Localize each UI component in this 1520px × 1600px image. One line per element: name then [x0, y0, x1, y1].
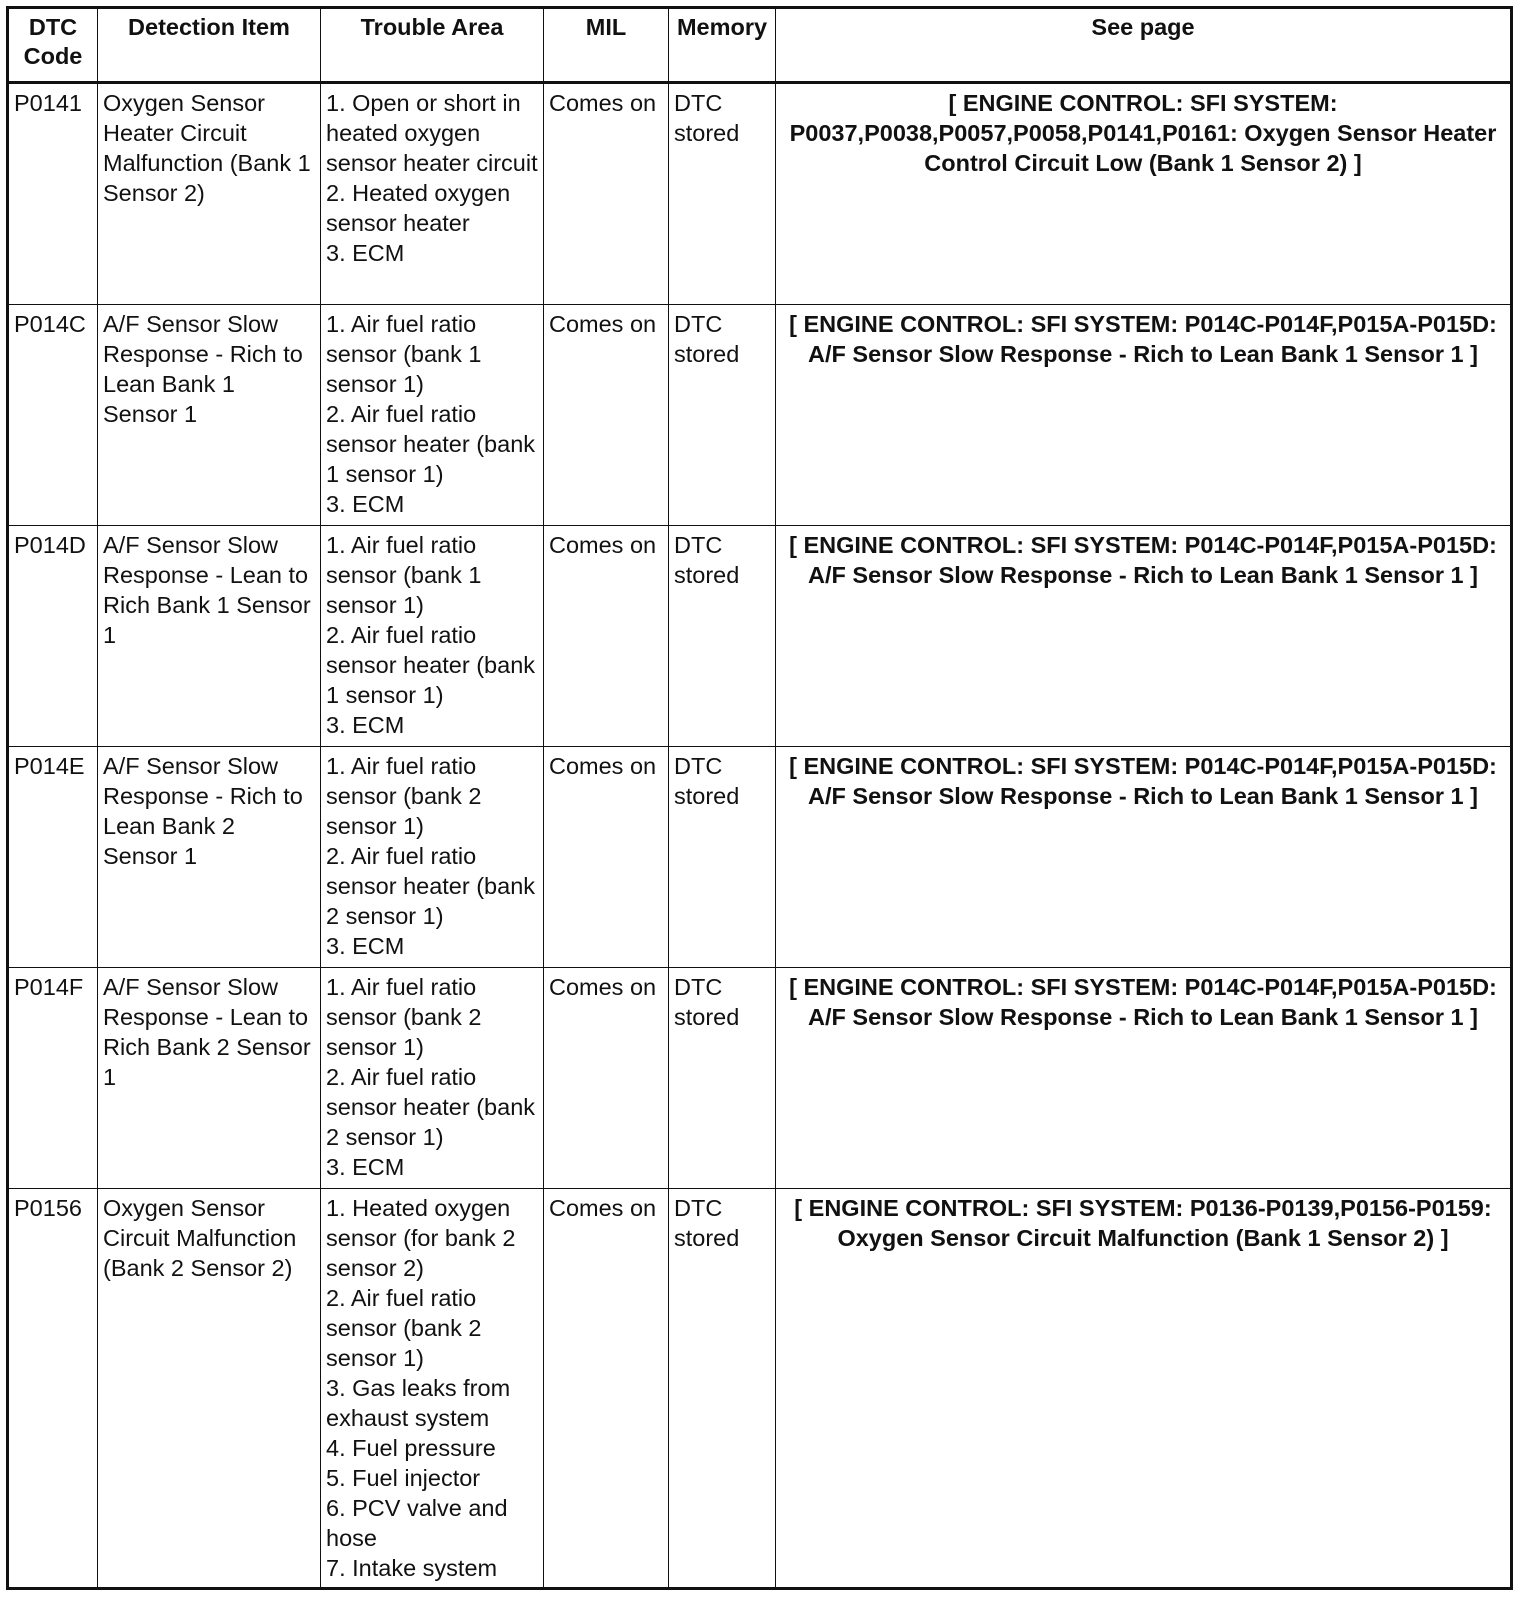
table-row: [8, 83, 1512, 305]
trouble-area-item: 2. Air fuel ratio sensor heater (bank 2 sensor 1): [326, 843, 536, 929]
header-detection-item: Detection Item: [98, 8, 321, 83]
detection-item-cell: A/F Sensor Slow Response - Lean to Rich Bank 2 Sensor 1: [98, 968, 321, 1189]
trouble-area-cell: [321, 83, 544, 305]
see-page-link: [ ENGINE CONTROL: SFI SYSTEM: P0037,P0038,P0057,P0058,P0141,P0161: Oxygen Sensor Heater Control Circuit Low (Bank 1 Sensor 2) ]: [776, 83, 1512, 305]
dtc-table: [6, 6, 1513, 1590]
detection-item-cell: A/F Sensor Slow Response - Rich to Lean Bank 2 Sensor 1: [98, 747, 321, 968]
memory-cell: DTC stored: [669, 747, 776, 968]
trouble-area-item: 1. Air fuel ratio sensor (bank 2 sensor 1): [326, 974, 482, 1060]
detection-item-cell: Oxygen Sensor Circuit Malfunction (Bank 2 Sensor 2): [98, 1189, 321, 1589]
mil-cell: Comes on: [544, 747, 669, 968]
dtc-code-cell: P014D: [8, 526, 98, 747]
trouble-area-cell: [321, 747, 544, 968]
dtc-code-cell: P0156: [8, 1189, 98, 1589]
dtc-code-cell: P014C: [8, 305, 98, 526]
trouble-area-item: 2. Air fuel ratio sensor heater (bank 1 sensor 1): [326, 622, 536, 708]
mil-cell: Comes on: [544, 968, 669, 1189]
trouble-area-item: 1. Air fuel ratio sensor (bank 1 sensor 1): [326, 532, 482, 618]
trouble-area-item: 1. Heated oxygen sensor (for bank 2 sensor 2): [326, 1195, 516, 1281]
header-dtc-code: DTC Code: [8, 8, 98, 83]
see-page-link: [ ENGINE CONTROL: SFI SYSTEM: P014C-P014F,P015A-P015D: A/F Sensor Slow Response - Rich to Lean Bank 1 Sensor 1 ]: [776, 526, 1512, 747]
trouble-area-item: 7. Intake system: [326, 1555, 498, 1581]
header-see-page: See page: [776, 8, 1512, 83]
trouble-area-cell: [321, 968, 544, 1189]
trouble-area-item: 2. Air fuel ratio sensor heater (bank 2 sensor 1): [326, 1064, 536, 1150]
see-page-link: [ ENGINE CONTROL: SFI SYSTEM: P014C-P014F,P015A-P015D: A/F Sensor Slow Response - Rich to Lean Bank 1 Sensor 1 ]: [776, 968, 1512, 1189]
mil-cell: Comes on: [544, 83, 669, 305]
see-page-link: [ ENGINE CONTROL: SFI SYSTEM: P0136-P0139,P0156-P0159: Oxygen Sensor Circuit Malfunction (Bank 1 Sensor 2) ]: [776, 1189, 1512, 1589]
trouble-area-item: 1. Air fuel ratio sensor (bank 2 sensor 1): [326, 753, 482, 839]
table-header-row: [8, 8, 1512, 83]
detection-item-cell: A/F Sensor Slow Response - Rich to Lean Bank 1 Sensor 1: [98, 305, 321, 526]
see-page-link: [ ENGINE CONTROL: SFI SYSTEM: P014C-P014F,P015A-P015D: A/F Sensor Slow Response - Rich to Lean Bank 1 Sensor 1 ]: [776, 747, 1512, 968]
trouble-area-cell: [321, 1189, 544, 1589]
trouble-area-item: 2. Air fuel ratio sensor heater (bank 1 sensor 1): [326, 401, 536, 487]
memory-cell: DTC stored: [669, 968, 776, 1189]
trouble-area-item: 3. ECM: [326, 240, 405, 266]
trouble-area-cell: [321, 526, 544, 747]
memory-cell: DTC stored: [669, 1189, 776, 1589]
memory-cell: DTC stored: [669, 83, 776, 305]
mil-cell: Comes on: [544, 305, 669, 526]
table-row: [8, 747, 1512, 968]
header-trouble-area: Trouble Area: [321, 8, 544, 83]
mil-cell: Comes on: [544, 526, 669, 747]
trouble-area-item: 1. Open or short in heated oxygen sensor heater circuit: [326, 90, 538, 176]
trouble-area-item: 3. Gas leaks from exhaust system: [326, 1375, 511, 1431]
trouble-area-item: 3. ECM: [326, 1154, 405, 1180]
trouble-area-item: 3. ECM: [326, 933, 405, 959]
dtc-code-cell: P014E: [8, 747, 98, 968]
dtc-code-cell: P014F: [8, 968, 98, 1189]
table-body: [8, 83, 1512, 1589]
trouble-area-item: 5. Fuel injector: [326, 1465, 481, 1491]
trouble-area-cell: [321, 305, 544, 526]
detection-item-cell: Oxygen Sensor Heater Circuit Malfunction (Bank 1 Sensor 2): [98, 83, 321, 305]
table-row: [8, 1189, 1512, 1589]
dtc-code-cell: P0141: [8, 83, 98, 305]
trouble-area-item: 2. Heated oxygen sensor heater: [326, 180, 511, 236]
trouble-area-item: 3. ECM: [326, 712, 405, 738]
trouble-area-item: 2. Air fuel ratio sensor (bank 2 sensor 1): [326, 1285, 482, 1371]
trouble-area-item: 1. Air fuel ratio sensor (bank 1 sensor 1): [326, 311, 482, 397]
header-mil: MIL: [544, 8, 669, 83]
table-row: [8, 526, 1512, 747]
trouble-area-item: 4. Fuel pressure: [326, 1435, 496, 1461]
see-page-link: [ ENGINE CONTROL: SFI SYSTEM: P014C-P014F,P015A-P015D: A/F Sensor Slow Response - Rich to Lean Bank 1 Sensor 1 ]: [776, 305, 1512, 526]
detection-item-cell: A/F Sensor Slow Response - Lean to Rich Bank 1 Sensor 1: [98, 526, 321, 747]
trouble-area-item: 3. ECM: [326, 491, 405, 517]
trouble-area-item: 6. PCV valve and hose: [326, 1495, 508, 1551]
memory-cell: DTC stored: [669, 305, 776, 526]
header-memory: Memory: [669, 8, 776, 83]
mil-cell: Comes on: [544, 1189, 669, 1589]
memory-cell: DTC stored: [669, 526, 776, 747]
table-row: [8, 305, 1512, 526]
table-row: [8, 968, 1512, 1189]
